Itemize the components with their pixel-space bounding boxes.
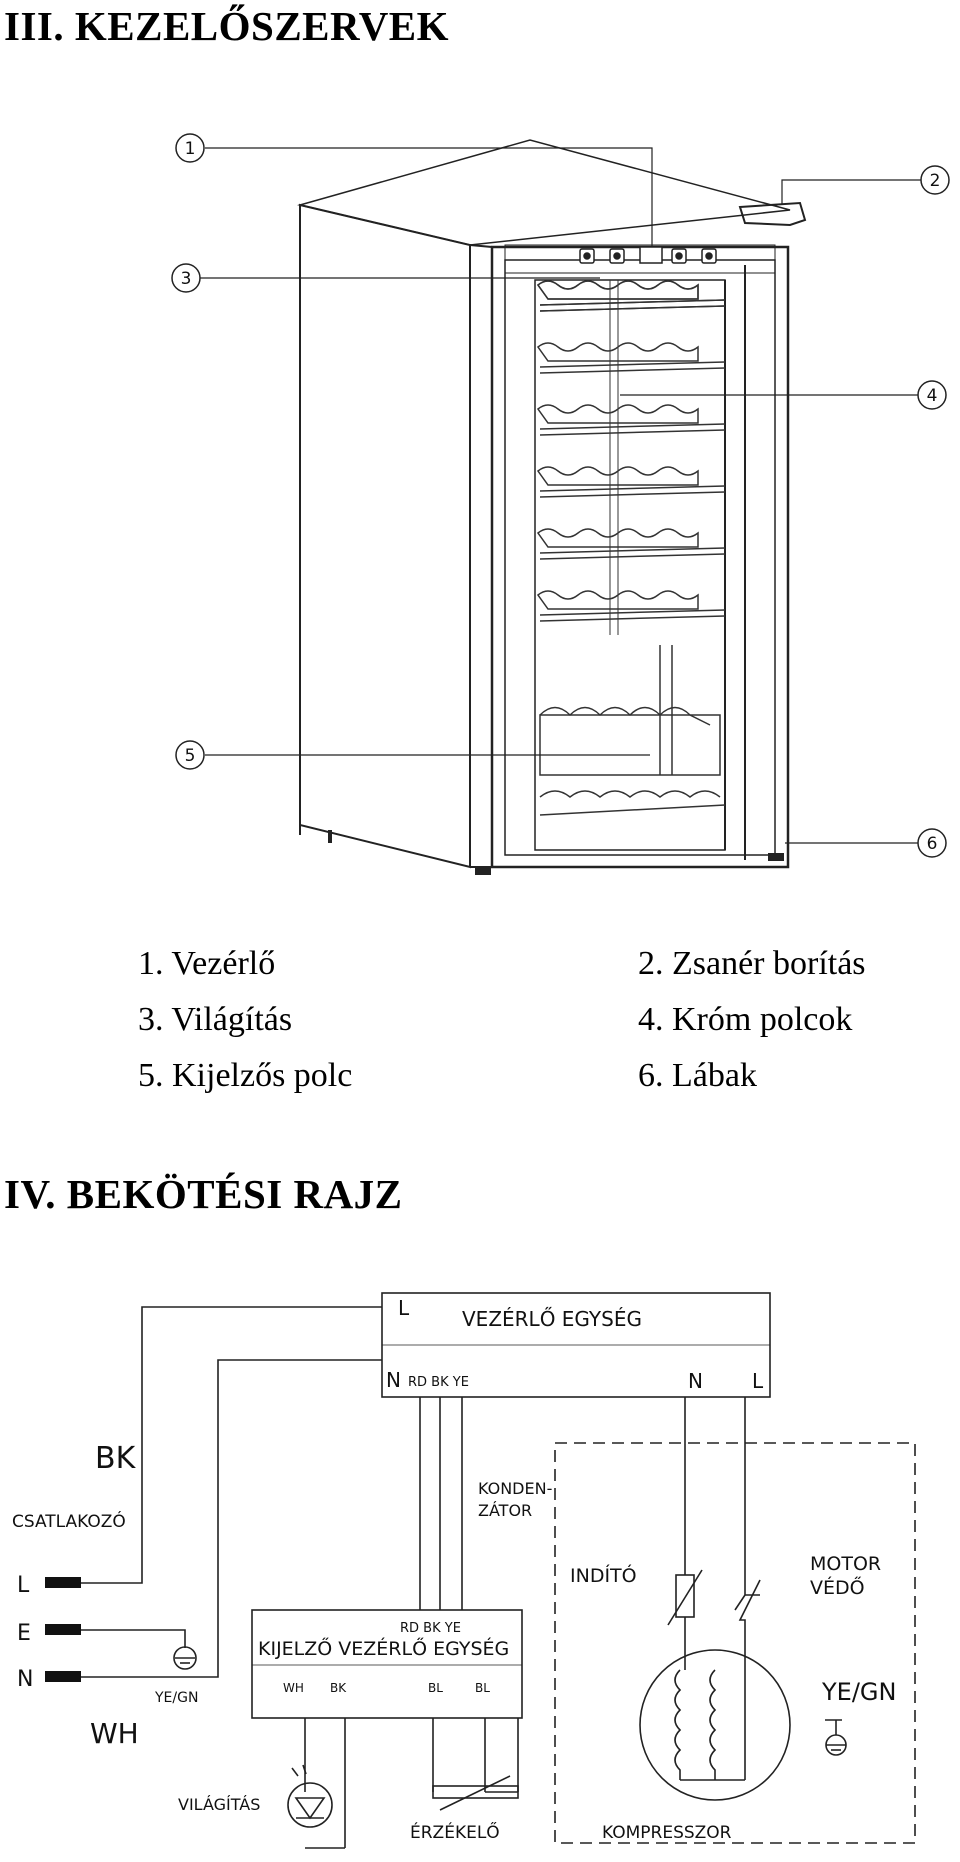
cabinet-top (300, 140, 790, 245)
plug-e-label: E (17, 1621, 31, 1646)
part-item-1: 1. Vezérlő (138, 945, 276, 982)
compressor-label: KOMPRESSZOR (602, 1823, 732, 1843)
wine-cooler-illustration (0, 125, 960, 895)
display-terminal-bl2: BL (475, 1681, 490, 1695)
cu-terminal-n2: N (688, 1369, 703, 1393)
coil-2 (710, 1670, 715, 1780)
motor-protector (735, 1575, 760, 1670)
starter-label: INDÍTÓ (570, 1565, 637, 1587)
display-shelf (540, 645, 725, 815)
part-item-3: 3. Világítás (138, 1001, 293, 1038)
compressor-box (555, 1443, 915, 1843)
display-terminal-bk: BK (330, 1681, 347, 1695)
glass-panel (535, 280, 725, 850)
feet (475, 853, 784, 875)
part-item-5: 5. Kijelzős polc (138, 1057, 353, 1094)
plug-n-label: N (17, 1667, 34, 1692)
compressor-earth-label: YE/GN (822, 1678, 897, 1706)
cu-terminal-n: N (386, 1368, 401, 1392)
plug-prongs (45, 1577, 81, 1682)
callout-label-6: 6 (926, 834, 938, 854)
section-title-wiring: IV. BEKÖTÉSI RAJZ (4, 1171, 403, 1217)
callout-label-1: 1 (184, 139, 196, 159)
motor-protector-label-1: MOTOR (810, 1553, 882, 1575)
display-control-unit-box (252, 1610, 522, 1718)
chrome-shelves (538, 280, 725, 635)
callout-label-3: 3 (180, 269, 192, 289)
part-item-2: 2. Zsanér borítás (638, 945, 866, 982)
sensor-label: ÉRZÉKELŐ (410, 1823, 500, 1843)
cu-wire-codes: RD BK YE (408, 1375, 469, 1390)
callout-label-5: 5 (184, 746, 196, 766)
callout-label-4: 4 (926, 386, 938, 406)
motor-protector-label-2: VÉDŐ (810, 1577, 865, 1599)
display-unit-label: KIJELZŐ VEZÉRLŐ EGYSÉG (258, 1638, 510, 1660)
cabinet-side-panel (300, 205, 470, 867)
control-unit-label: VEZÉRLŐ EGYSÉG (462, 1307, 642, 1331)
part-item-6: 6. Lábak (638, 1057, 757, 1094)
capacitor-label-1: KONDEN- (478, 1479, 553, 1498)
wiring-diagram (0, 1280, 960, 1862)
display-terminal-wh: WH (283, 1681, 304, 1695)
display-terminal-bl1: BL (428, 1681, 443, 1695)
wire-bk-label: BK (95, 1441, 136, 1476)
display-wire-codes: RD BK YE (400, 1621, 461, 1636)
wire-wh-label: WH (90, 1717, 139, 1750)
plug-earth-label: YE/GN (155, 1690, 199, 1706)
cu-terminal-l: L (398, 1296, 410, 1320)
callout-label-2: 2 (929, 171, 941, 191)
section-title-controls: III. KEZELŐSZERVEK (4, 3, 450, 49)
capacitor-label-2: ZÁTOR (478, 1501, 533, 1520)
plug-l-label: L (17, 1573, 30, 1598)
coil-1 (675, 1670, 680, 1780)
light-bulb (288, 1783, 332, 1827)
cu-terminal-l2: L (752, 1369, 764, 1393)
light-label: VILÁGÍTÁS (178, 1795, 261, 1814)
part-item-4: 4. Króm polcok (638, 1001, 853, 1038)
plug-label: CSATLAKOZÓ (12, 1512, 126, 1532)
